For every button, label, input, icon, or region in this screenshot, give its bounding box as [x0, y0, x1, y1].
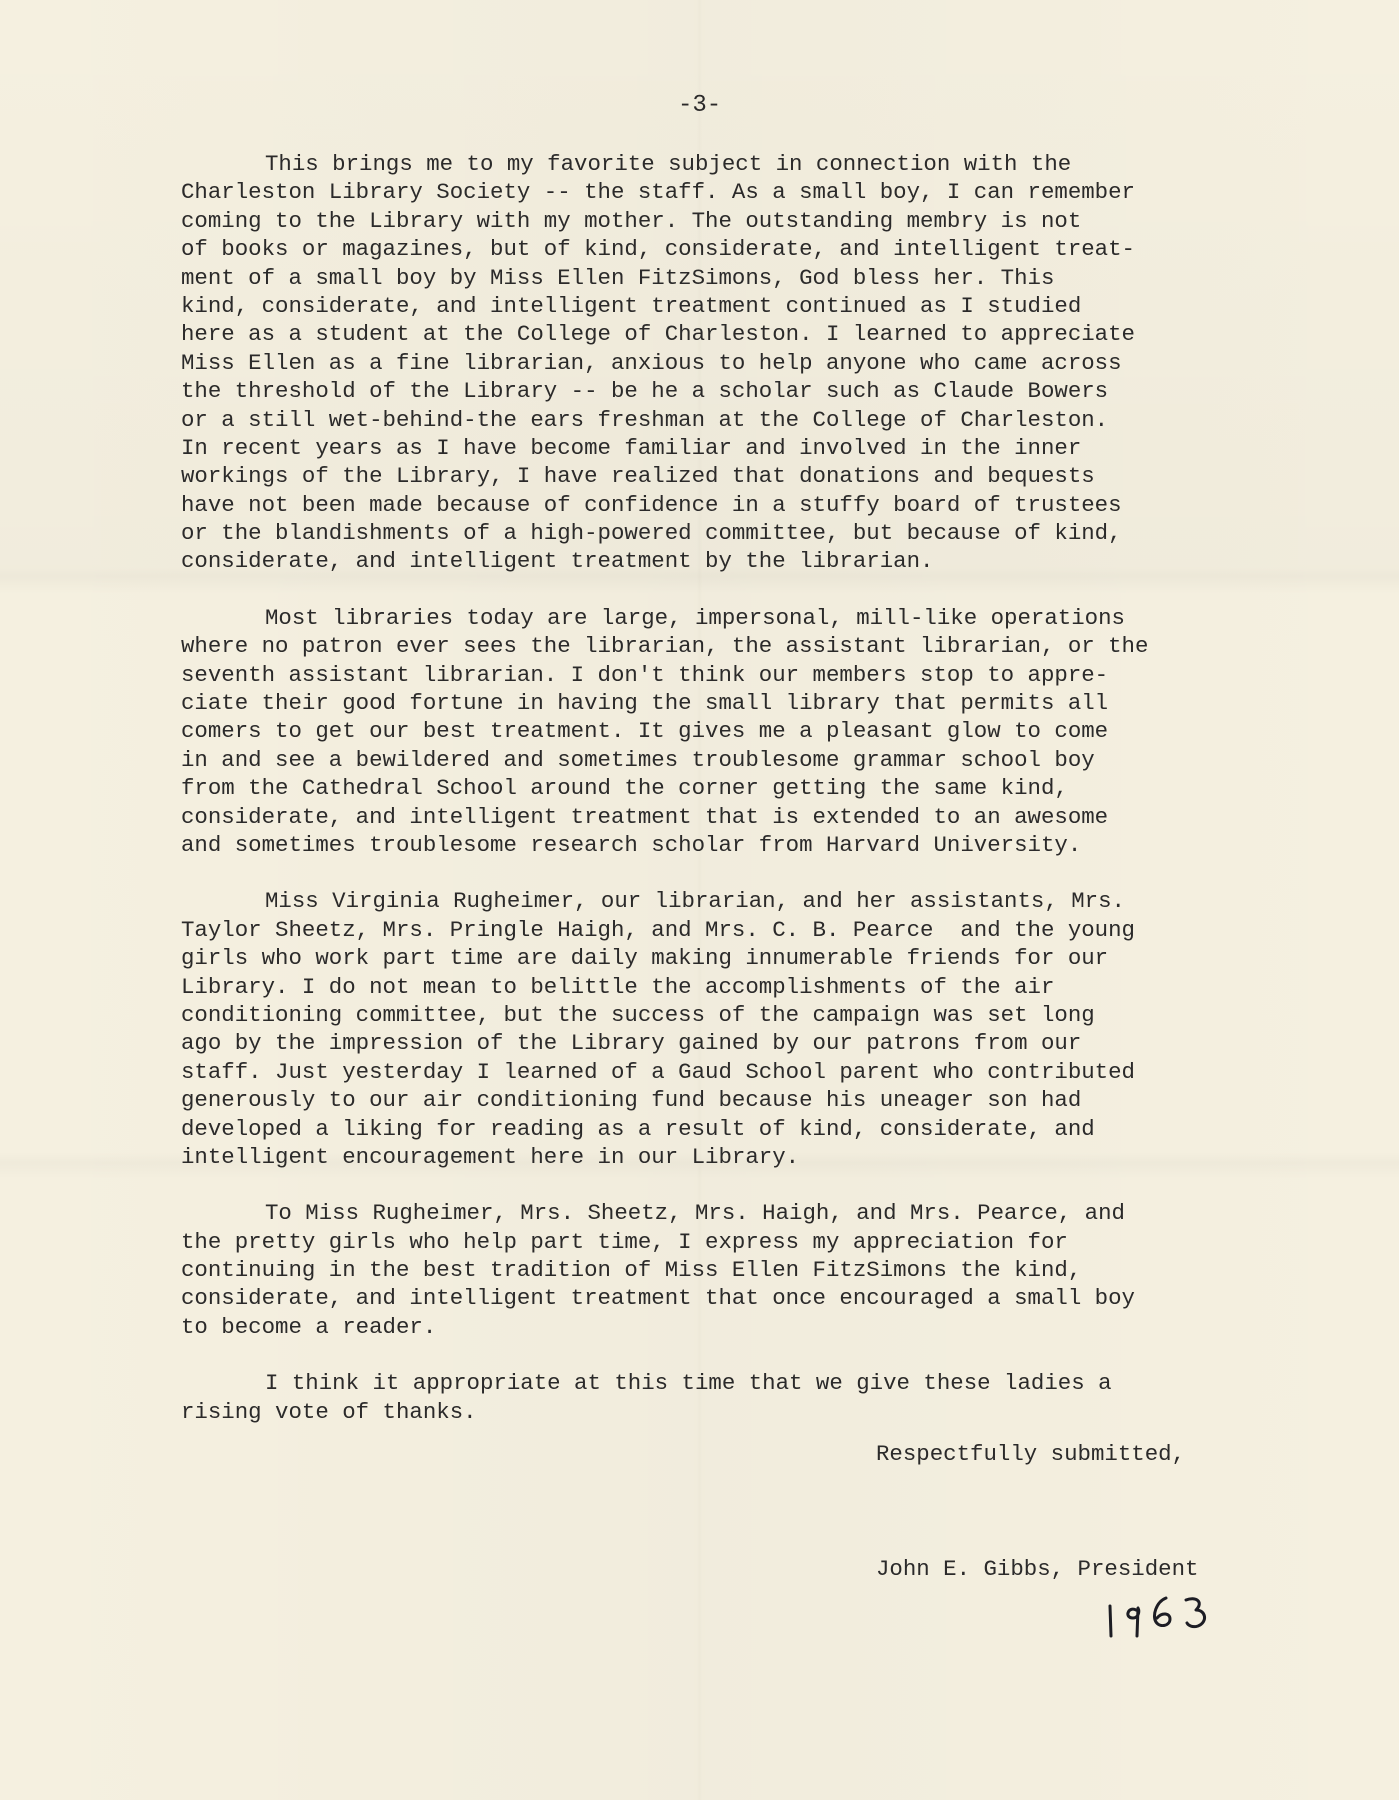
text-line: comers to get our best treatment. It gives me a pleasant glow to come — [181, 718, 1109, 745]
text-line: ment of a small boy by Miss Ellen FitzSimons, God bless her. This — [181, 264, 1055, 291]
paragraph-vote-of-thanks — [181, 1369, 1241, 1426]
text-line: This brings me to my favorite subject in connection with the — [265, 151, 1072, 177]
text-line: Charleston Library Society -- the staff. As a small boy, I can remember — [181, 179, 1135, 206]
text-line: considerate, and intelligent treatment that once encouraged a small boy — [181, 1285, 1135, 1312]
text-line: Most libraries today are large, impersonal, mill-like operations — [265, 604, 1125, 631]
text-line: to become a reader. — [181, 1313, 437, 1340]
text-line: the pretty girls who help part time, I express my appreciation for — [181, 1228, 1068, 1255]
text-line: workings of the Library, I have realized that donations and bequests — [181, 463, 1095, 490]
text-line: and sometimes troublesome research scholar from Harvard University. — [181, 831, 1082, 858]
text-line: or the blandishments of a high-powered committee, but because of kind, — [181, 520, 1122, 547]
text-line: staff. Just yesterday I learned of a Gaud School parent who contributed — [181, 1058, 1135, 1085]
text-line: To Miss Rugheimer, Mrs. Sheetz, Mrs. Haigh, and Mrs. Pearce, and — [265, 1200, 1125, 1227]
paragraph-libraries — [181, 604, 1241, 860]
signature-name: John E. Gibbs, President — [876, 1556, 1199, 1582]
text-line: Miss Ellen as a fine librarian, anxious to help anyone who came across — [181, 349, 1122, 376]
text-line: In recent years as I have become familiar and involved in the inner — [181, 434, 1082, 461]
page-number: -3- — [678, 92, 722, 119]
text-line: conditioning committee, but the success of the campaign was set long — [181, 1001, 1095, 1028]
text-line: intelligent encouragement here in our Library. — [181, 1143, 800, 1170]
text-line: ciate their good fortune in having the small library that permits all — [181, 690, 1109, 717]
letter-body — [181, 150, 1241, 1454]
text-line: Library. I do not mean to belittle the accomplishments of the air — [181, 973, 1055, 1000]
text-line: ago by the impression of the Library gained by our patrons from our — [181, 1030, 1082, 1057]
text-line: considerate, and intelligent treatment by the librarian. — [181, 548, 934, 575]
closing-line: Respectfully submitted, — [876, 1441, 1186, 1467]
text-line: or a still wet-behind-the ears freshman at the College of Charleston. — [181, 406, 1109, 433]
paragraph-appreciation — [181, 1199, 1241, 1341]
text-line: in and see a bewildered and sometimes troublesome grammar school boy — [181, 746, 1095, 773]
handwritten-year — [1100, 1588, 1220, 1642]
text-line: continuing in the best tradition of Miss Ellen FitzSimons the kind, — [181, 1257, 1082, 1284]
text-line: generously to our air conditioning fund because his uneager son had — [181, 1087, 1082, 1114]
text-line: considerate, and intelligent treatment that is extended to an awesome — [181, 803, 1109, 830]
text-line: Miss Virginia Rugheimer, our librarian, and her assistants, Mrs. — [265, 888, 1125, 915]
text-line: kind, considerate, and intelligent treatment continued as I studied — [181, 292, 1082, 319]
text-line: have not been made because of confidence in a stuffy board of trustees — [181, 491, 1122, 518]
paragraph-staff — [181, 150, 1241, 576]
text-line: seventh assistant librarian. I don't think our members stop to appre- — [181, 661, 1109, 688]
text-line: girls who work part time are daily making innumerable friends for our — [181, 945, 1109, 972]
text-line: here as a student at the College of Charleston. I learned to appreciate — [181, 321, 1135, 348]
text-line: of books or magazines, but of kind, considerate, and intelligent treat- — [181, 236, 1135, 263]
text-line: I think it appropriate at this time that we give these ladies a — [265, 1370, 1112, 1397]
text-line: coming to the Library with my mother. The outstanding membry is not — [181, 207, 1082, 234]
text-line: from the Cathedral School around the corner getting the same kind, — [181, 775, 1068, 802]
text-line: where no patron ever sees the librarian, the assistant librarian, or the — [181, 633, 1149, 660]
text-line: Taylor Sheetz, Mrs. Pringle Haigh, and Mrs. C. B. Pearce and the young — [181, 916, 1135, 943]
text-line: the threshold of the Library -- be he a scholar such as Claude Bowers — [181, 378, 1109, 405]
paragraph-librarian — [181, 887, 1241, 1171]
text-line: developed a liking for reading as a result of kind, considerate, and — [181, 1115, 1095, 1142]
text-line: rising vote of thanks. — [181, 1398, 477, 1425]
